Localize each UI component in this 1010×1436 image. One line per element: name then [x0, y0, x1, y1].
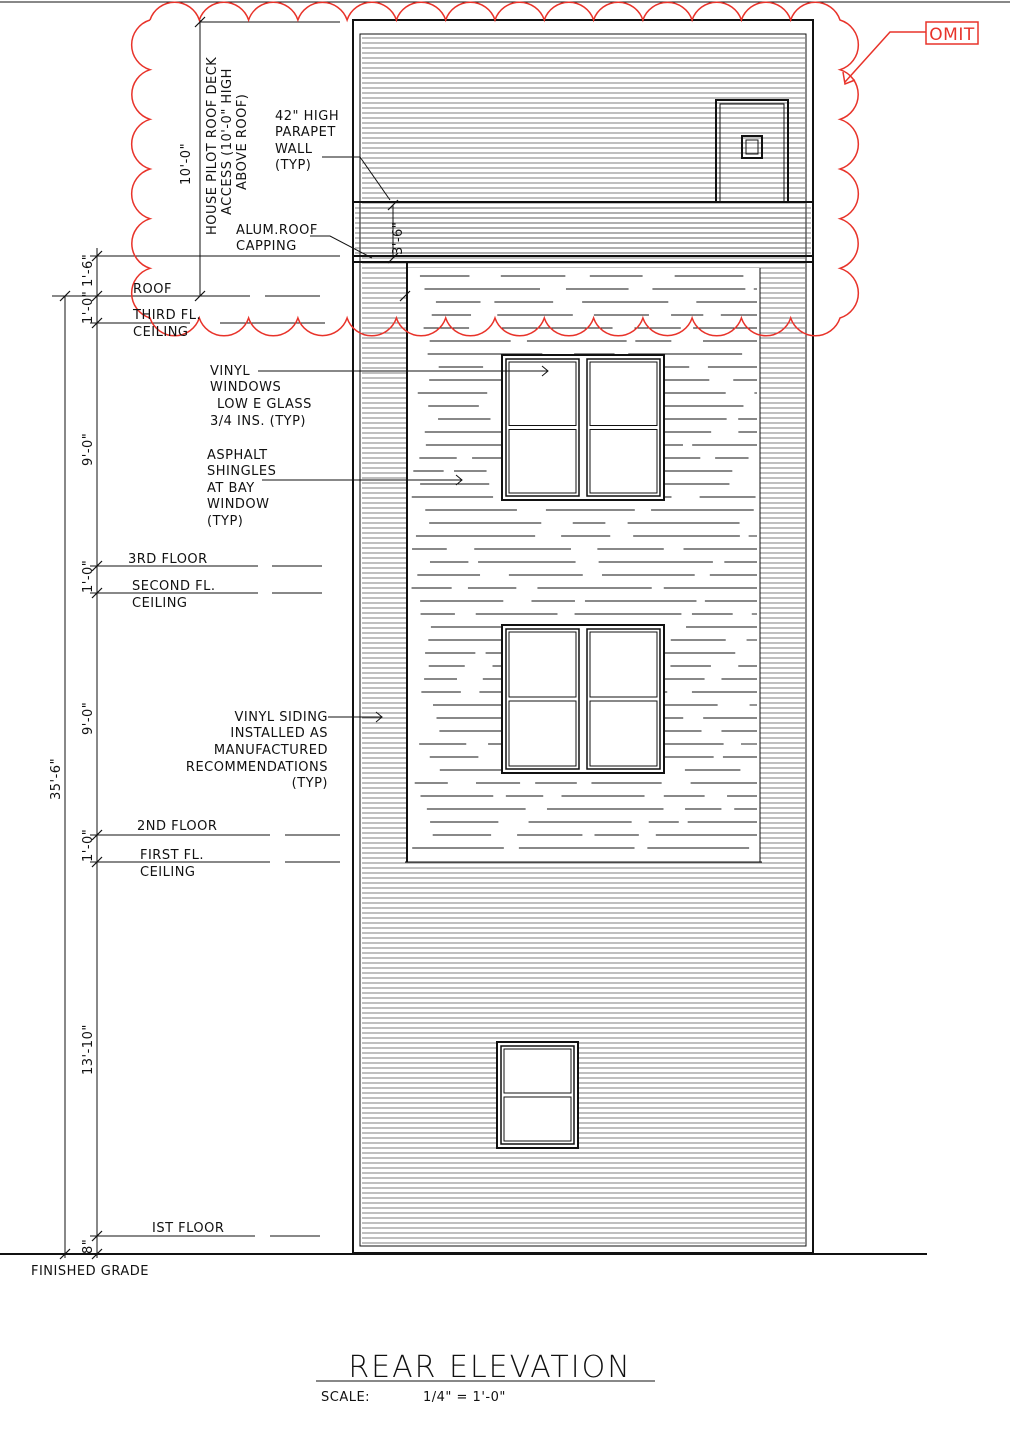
svg-text:(TYP): (TYP): [207, 514, 244, 529]
svg-text:8": 8": [81, 1238, 96, 1254]
svg-text:WALL: WALL: [275, 142, 313, 157]
svg-text:CEILING: CEILING: [133, 325, 189, 340]
level-first-ceiling: FIRST FL.: [140, 848, 205, 863]
svg-text:1'-6": 1'-6": [81, 253, 96, 287]
svg-text:42" HIGH: 42" HIGH: [275, 109, 340, 124]
svg-text:PARAPET: PARAPET: [275, 125, 336, 140]
level-third-ceiling: THIRD FL.: [133, 308, 202, 323]
level-first-floor: IST FLOOR: [152, 1221, 225, 1236]
svg-text:ALUM.ROOF: ALUM.ROOF: [236, 223, 318, 238]
svg-text:1'-0": 1'-0": [81, 828, 96, 862]
svg-text:LOW E GLASS: LOW E GLASS: [217, 397, 312, 412]
level-third-floor: 3RD FLOOR: [128, 552, 208, 567]
second-floor-window: [502, 625, 664, 773]
scale-label: SCALE:: [321, 1390, 371, 1405]
note-line: HOUSE PILOT ROOF DECK: [205, 56, 220, 235]
third-floor-window: [502, 355, 664, 500]
finished-grade-label: FINISHED GRADE: [31, 1264, 149, 1279]
svg-text:(TYP): (TYP): [291, 776, 328, 791]
svg-text:WINDOWS: WINDOWS: [210, 380, 282, 395]
drawing-title: REAR ELEVATION: [348, 1350, 632, 1385]
deck-note: [205, 57, 250, 235]
door-window: [742, 136, 762, 158]
svg-text:INSTALLED AS: INSTALLED AS: [230, 726, 328, 741]
svg-text:CEILING: CEILING: [140, 865, 196, 880]
svg-text:(TYP): (TYP): [275, 158, 312, 173]
level-roof: ROOF: [133, 282, 172, 297]
capping-note: [236, 223, 318, 254]
svg-text:RECOMMENDATIONS: RECOMMENDATIONS: [185, 760, 328, 775]
dim-parapet: 3'-6": [391, 221, 406, 255]
svg-text:1'-0": 1'-0": [81, 559, 96, 593]
windows-note: [210, 364, 312, 429]
dim-deck-height: 10'-0": [179, 142, 194, 185]
scale-value: 1/4" = 1'-0": [423, 1390, 506, 1405]
svg-text:MANUFACTURED: MANUFACTURED: [213, 743, 328, 758]
svg-text:3/4 INS. (TYP): 3/4 INS. (TYP): [210, 414, 306, 429]
note-line: ACCESS (10'-0" HIGH: [220, 68, 235, 215]
svg-text:35'-6": 35'-6": [49, 757, 64, 800]
siding-note: [186, 710, 328, 791]
omit-tag: OMIT: [929, 25, 975, 45]
svg-text:CEILING: CEILING: [132, 596, 188, 611]
shingles-note: [207, 448, 276, 529]
svg-text:9'-0": 9'-0": [81, 701, 96, 735]
level-second-ceiling: SECOND FL.: [132, 579, 216, 594]
svg-text:VINYL: VINYL: [210, 364, 251, 379]
svg-text:SHINGLES: SHINGLES: [207, 464, 277, 479]
svg-text:13'-10": 13'-10": [81, 1024, 96, 1075]
roof-deck-door: [716, 100, 788, 202]
note-line: ABOVE ROOF): [235, 93, 250, 190]
svg-text:CAPPING: CAPPING: [236, 239, 297, 254]
first-floor-window: [497, 1042, 578, 1148]
svg-text:WINDOW: WINDOW: [207, 497, 270, 512]
svg-text:AT BAY: AT BAY: [207, 481, 255, 496]
dimension-labels: [49, 254, 96, 1254]
door-window-pane: [746, 140, 758, 154]
svg-text:ASPHALT: ASPHALT: [207, 448, 268, 463]
parapet-siding: [355, 208, 811, 253]
level-second-floor: 2ND FLOOR: [137, 819, 218, 834]
svg-text:1'-0": 1'-0": [81, 290, 96, 324]
parapet-note: [275, 109, 339, 173]
svg-text:VINYL SIDING: VINYL SIDING: [234, 710, 328, 725]
svg-text:9'-0": 9'-0": [81, 432, 96, 466]
